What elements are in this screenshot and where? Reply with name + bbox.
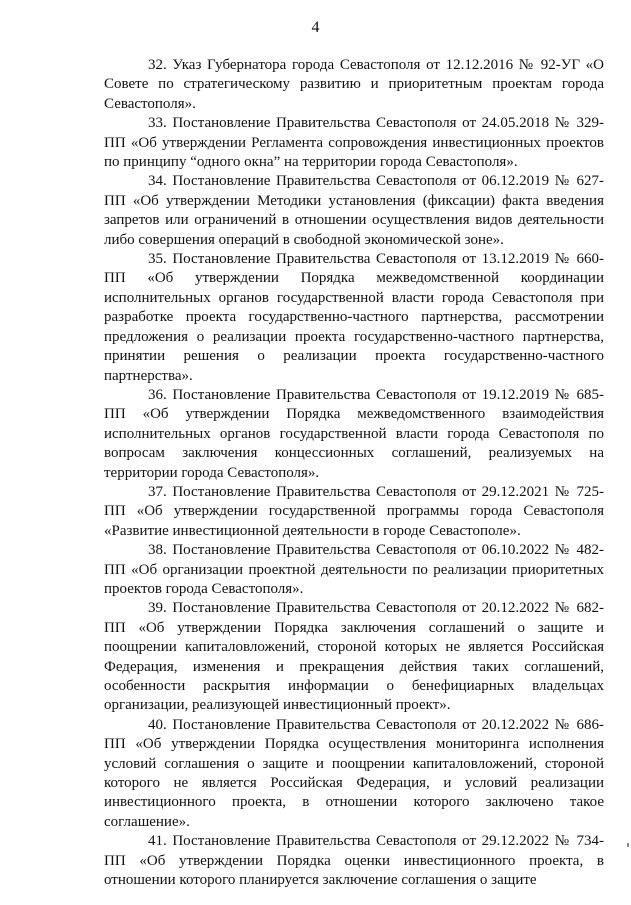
page-number: 4 — [311, 19, 320, 36]
list-item: 36. Постановление Правительства Севастополя от 19.12.2019 № 685-ПП «Об утверждении Порядка межведомственного взаимодействия исполнительных органов государственной власти города Севастополя по вопросам заключения концессионных соглашений, реализуемых на территории города Севастополя». — [104, 386, 604, 481]
list-item: 39. Постановление Правительства Севастополя от 20.12.2022 № 682-ПП «Об утверждении Порядка заключения соглашений о защите и поощрении капиталовложений, стороной которых не является Российская Федерация, изменения и прекращения действия таких соглашений, особенности раскрытия информации о бенефициарных владельцах организации, реализующей инвестиционный проект». — [104, 600, 604, 714]
document-body — [104, 56, 604, 890]
list-item: 37. Постановление Правительства Севастополя от 29.12.2021 № 725-ПП «Об утверждении государственной программы города Севастополя «Развитие инвестиционной деятельности в городе Севастополе». — [104, 483, 604, 539]
scan-mark — [627, 843, 629, 847]
list-item: 32. Указ Губернатора города Севастополя от 12.12.2016 № 92-УГ «О Совете по стратегическому развитию и приоритетным проектам города Севастополя». — [104, 57, 604, 112]
list-item: 41. Постановление Правительства Севастополя от 29.12.2022 № 734-ПП «Об утверждении Порядка оценки инвестиционного проекта, в отношении которого планируется заключение соглашения о защите — [104, 833, 604, 889]
list-item: 34. Постановление Правительства Севастополя от 06.12.2019 № 627-ПП «Об утверждении Методики установления (фиксации) факта введения запретов или ограничений в отношении осуществления видов деятельности либо совершения операций в свободной экономической зоне». — [104, 173, 604, 248]
list-item: 40. Постановление Правительства Севастополя от 20.12.2022 № 686-ПП «Об утверждении Порядка осуществления мониторинга исполнения условий соглашения о защите и поощрении капиталовложений, стороной которого не является Российская Федерация, и условий реализации инвестиционного проекта, в отношении которого заключено такое соглашение». — [104, 716, 604, 830]
list-item: 38. Постановление Правительства Севастополя от 06.10.2022 № 482-ПП «Об организации проектной деятельности по реализации приоритетных проектов города Севастополя». — [104, 542, 604, 597]
list-item: 33. Постановление Правительства Севастополя от 24.05.2018 № 329-ПП «Об утверждении Регламента сопровождения инвестиционных проектов по принципу “одного окна” на территории города Севастополя». — [104, 115, 604, 171]
list-item: 35. Постановление Правительства Севастополя от 13.12.2019 № 660-ПП «Об утверждении Порядка межведомственной координации исполнительных органов государственной власти города Севастополя при разработке проекта государственно-частного партнерства, рассмотрении предложения о реализации проекта государственно-частного партнерства, принятии решения о реализации проекта государственно-частного партнерства». — [104, 251, 604, 384]
